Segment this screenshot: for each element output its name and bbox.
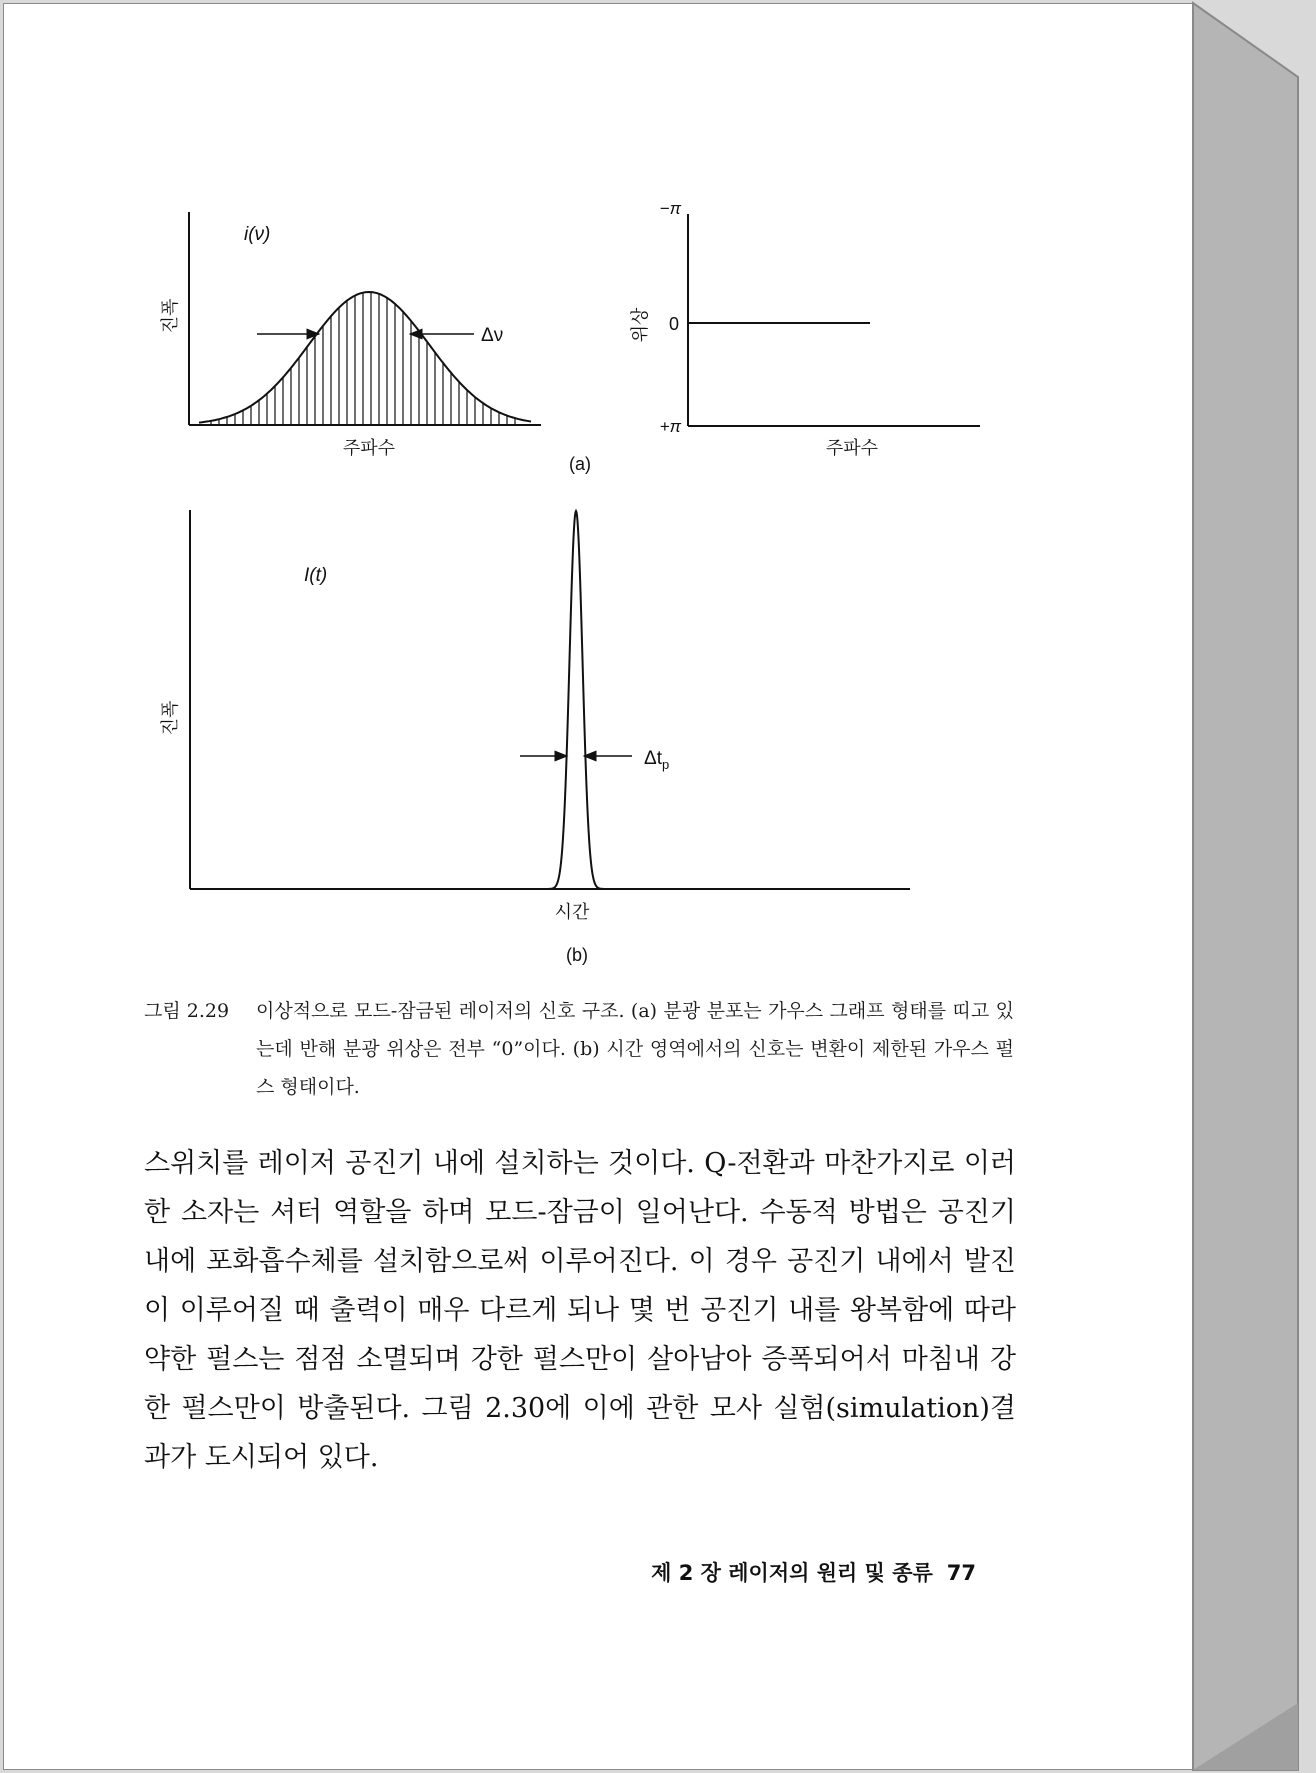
body-paragraph: 스위치를 레이저 공진기 내에 설치하는 것이다. Q-전환과 마찬가지로 이러한 소자는 셔터 역할을 하며 모드-잠금이 일어난다. 수동적 방법은 공진기 내에 포화흡수체를 설치함으로써 이루어진다. 이 경우 공진기 내에서 발진이 이루어질 때 출력이 매우 다르게 되나 몇 번 공진기 내를 왕복함에 따라 약한 펄스는 점점 소멸되며 강한 펄스만이 살아남아 증폭되어서 마침내 강한 펄스만이 방출된다. 그림 2.30에 이에 관한 모사 실험(simulation)결과가 도시되어 있다. bbox=[144, 1148, 1016, 1473]
spectrum-function-label: i(ν) bbox=[244, 224, 271, 245]
phase-tick-plus-pi: +π bbox=[659, 417, 681, 436]
book-page bbox=[3, 3, 1193, 1770]
phase-tick-zero: 0 bbox=[668, 314, 679, 334]
spectrum-curve bbox=[199, 292, 531, 423]
chapter-title: 제 2 장 레이저의 원리 및 종류 bbox=[651, 1561, 933, 1585]
figure-2-29 bbox=[4, 4, 1194, 1004]
delta-t-main: Δt bbox=[644, 748, 662, 769]
pulse-x-label: 시간 bbox=[554, 902, 590, 922]
phase-y-label: 위상 bbox=[630, 307, 650, 343]
spectrum-y-label: 진폭 bbox=[160, 298, 180, 334]
delta-nu-label: Δν bbox=[481, 325, 504, 346]
spectrum-plot bbox=[160, 212, 541, 458]
pulse-y-label: 진폭 bbox=[160, 700, 180, 736]
phase-tick-minus-pi: −π bbox=[659, 199, 681, 218]
caption-text: 이상적으로 모드-잠금된 레이저의 신호 구조. (a) 분광 분포는 가우스 그래프 형태를 띠고 있는데 반해 분광 위상은 전부 “0”이다. (b) 시간 영역에서의 신호는 변환이 제한된 가우스 펄스 형태이다. bbox=[256, 1000, 1014, 1098]
panel-b-label: (b) bbox=[566, 945, 588, 965]
page-footer bbox=[604, 1557, 976, 1587]
spectrum-x-label: 주파수 bbox=[342, 438, 396, 458]
pulse-function-label: I(t) bbox=[304, 565, 328, 586]
delta-t-label bbox=[644, 748, 669, 772]
phase-plot bbox=[630, 199, 980, 458]
figure-caption bbox=[144, 992, 1014, 1106]
delta-t-subscript: p bbox=[661, 757, 670, 772]
caption-label: 그림 2.29 bbox=[144, 1000, 230, 1022]
pulse-plot bbox=[160, 510, 910, 922]
page-number: 77 bbox=[946, 1561, 976, 1585]
panel-a-label: (a) bbox=[569, 454, 591, 474]
pulse-curve bbox=[546, 511, 606, 889]
spectrum-hatching bbox=[211, 292, 515, 425]
phase-x-label: 주파수 bbox=[825, 438, 879, 458]
